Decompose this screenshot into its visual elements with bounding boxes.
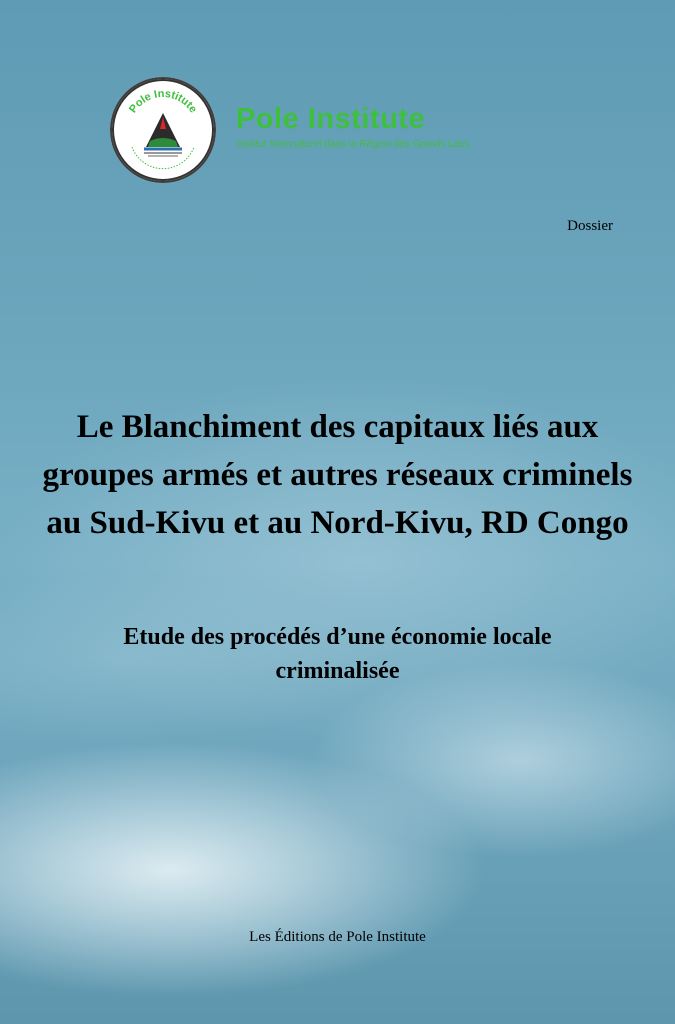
brand-name: Pole Institute (236, 103, 426, 135)
logo-ring-text: Pole Institute (126, 87, 200, 116)
logo-emblem-icon (110, 77, 216, 183)
publisher-name: Les Éditions de Pole Institute (249, 929, 426, 945)
brand-tagline: Institut Interculturel dans la Région des Grands Lacs (237, 139, 470, 150)
cover-title: Le Blanchiment des capitaux liés aux groupes armés et autres réseaux criminels au Sud-Kivu et au Nord-Kivu, RD Congo (42, 409, 633, 541)
series-label: Dossier (567, 218, 613, 234)
cover-subtitle: Etude des procédés d’une économie locale criminalisée (123, 624, 552, 684)
pole-institute-logo (110, 77, 216, 183)
